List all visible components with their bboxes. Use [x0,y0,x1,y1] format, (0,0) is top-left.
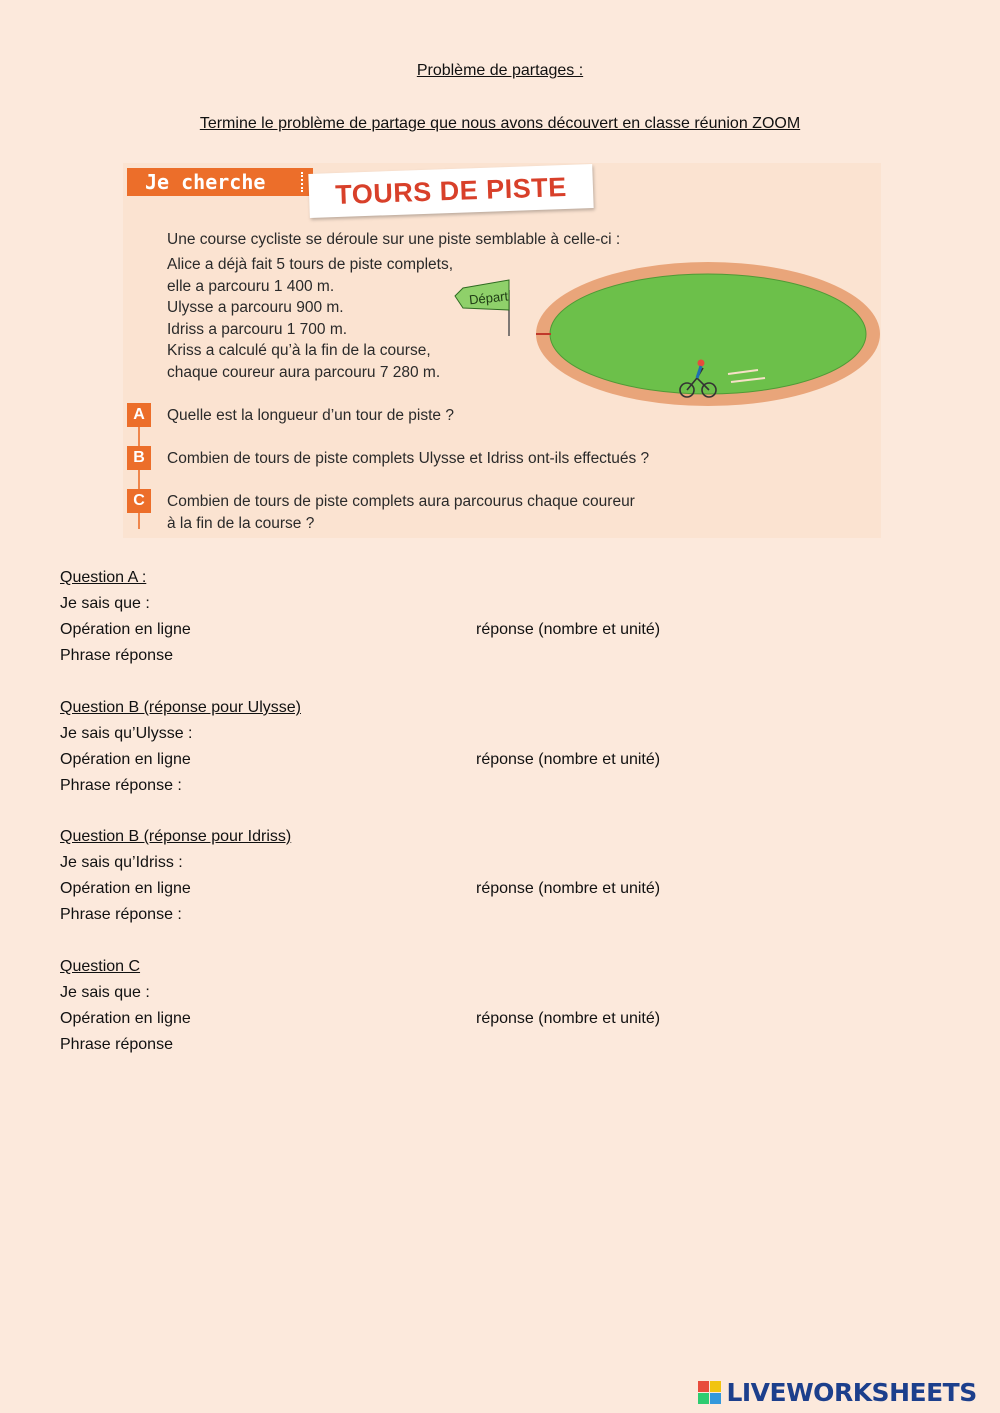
question-heading: Question C [60,958,141,975]
question-block-a [60,565,661,669]
question-heading: Question B (réponse pour Idriss) [60,828,292,845]
operation-line [60,1006,661,1032]
question-b-text: Combien de tours de piste complets Ulysse et Idriss ont-ils effectués ? [167,450,650,467]
know-line: Je sais que : [60,595,150,612]
track-illustration [468,258,881,408]
know-line: Je sais qu’Idriss : [60,854,183,871]
fact-line: Idriss a parcouru 1 700 m. [167,320,348,338]
answer-label: réponse (nombre et unité) [476,1010,661,1027]
question-heading: Question A : [60,569,147,586]
know-line: Je sais qu’Ulysse : [60,725,193,742]
fact-line: Alice a déjà fait 5 tours de piste complets, [167,256,454,273]
answer-label: réponse (nombre et unité) [476,751,661,768]
section-label: Je cherche [127,168,313,196]
question-block-b-ulysse [60,695,661,799]
question-a-text: Quelle est la longueur d’un tour de piste ? [167,407,454,424]
flag-label: Départ [468,288,509,308]
question-connector [138,425,140,529]
operation-line [60,876,661,902]
question-c-text [167,491,635,534]
sentence-line: Phrase réponse [60,1036,173,1053]
liveworksheets-logo[interactable] [698,1378,977,1408]
question-block-c [60,954,661,1058]
sentence-line: Phrase réponse [60,647,173,664]
page-subtitle: Termine le problème de partage que nous avons découvert en classe réunion ZOOM [199,115,801,132]
question-b-badge: B [127,446,151,470]
question-c-badge: C [127,489,151,513]
question-a-badge: A [127,403,151,427]
fact-line: elle a parcouru 1 400 m. [167,277,335,295]
page-title: Problème de partages : [416,62,584,79]
fact-line: chaque coureur aura parcouru 7 280 m. [167,363,441,381]
sentence-line: Phrase réponse : [60,777,182,794]
exercise-banner-title: TOURS DE PISTE [308,164,593,218]
question-c-line: Combien de tours de piste complets aura parcourus chaque coureur [167,493,635,510]
operation-line [60,747,661,773]
operation-line [60,617,661,643]
operation-label: Opération en ligne [60,751,191,768]
fact-line: Ulysse a parcouru 900 m. [167,299,344,316]
track-inner [550,274,866,394]
sentence-line: Phrase réponse : [60,906,182,923]
operation-label: Opération en ligne [60,880,191,897]
liveworksheets-logo-icon [698,1381,722,1405]
operation-label: Opération en ligne [60,621,191,638]
fact-line: Kriss a calculé qu’à la fin de la course, [167,342,431,359]
know-line: Je sais que : [60,984,150,1001]
exercise-intro: Une course cycliste se déroule sur une piste semblable à celle-ci : [167,231,621,248]
operation-label: Opération en ligne [60,1010,191,1027]
exercise-panel [123,163,881,538]
logo-text: LIVEWORKSHEETS [726,1378,977,1407]
answer-label: réponse (nombre et unité) [476,880,661,897]
question-c-line: à la fin de la course ? [167,514,315,532]
question-block-b-idriss [60,824,661,928]
exercise-facts [167,254,453,383]
question-heading: Question B (réponse pour Ulysse) [60,699,301,716]
answer-label: réponse (nombre et unité) [476,621,661,638]
